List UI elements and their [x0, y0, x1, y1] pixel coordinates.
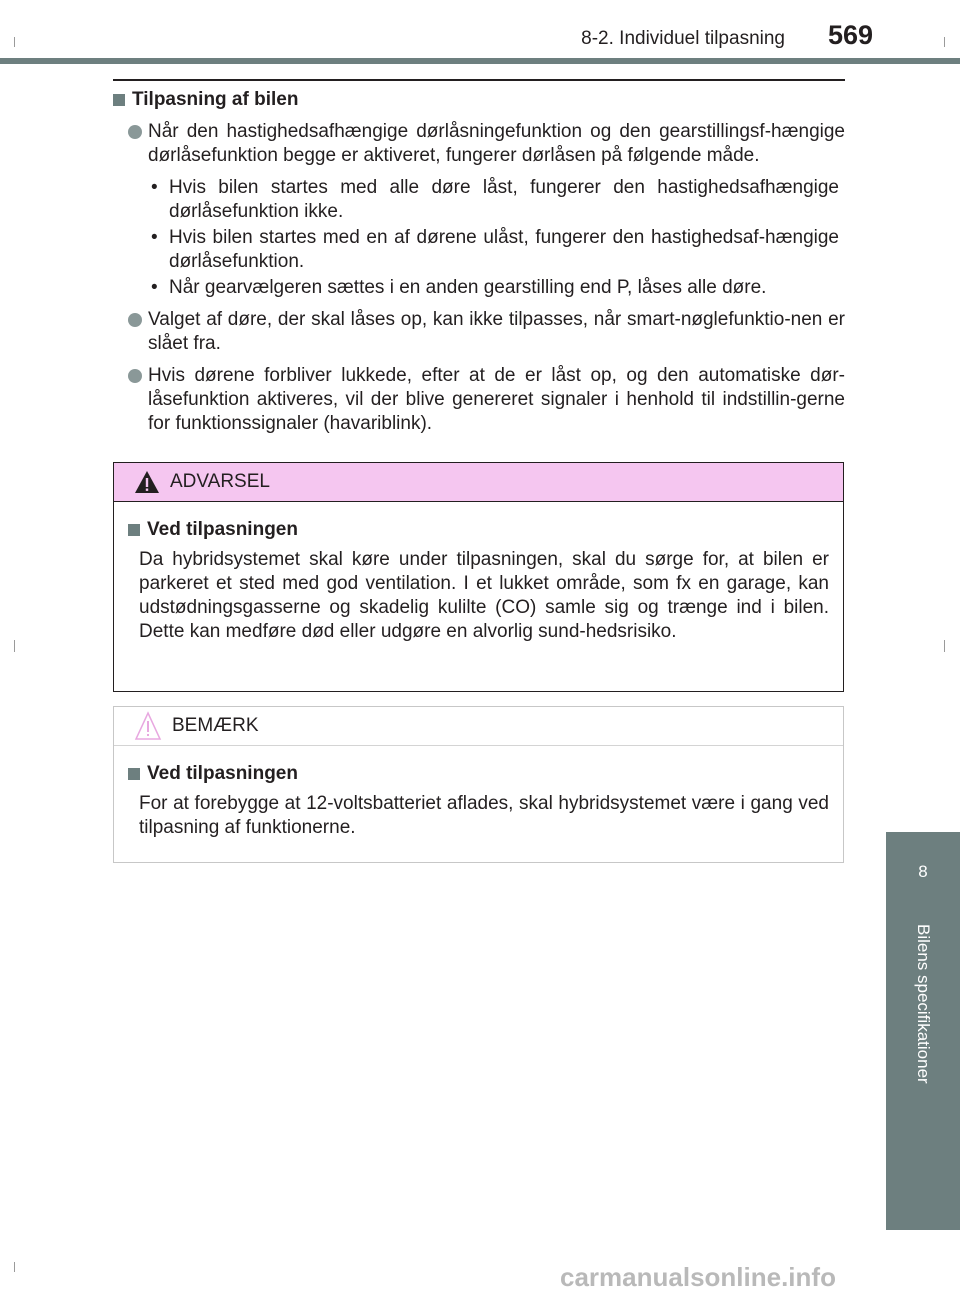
dot-bullet-icon: • [151, 177, 158, 198]
heading-text: Tilpasning af bilen [132, 89, 299, 110]
warning-triangle-icon [134, 470, 160, 494]
page-number: 569 [828, 20, 874, 50]
warning-body [114, 502, 843, 644]
subheading-text: Ved tilpasningen [147, 763, 298, 784]
section-title: 8-2. Individuel tilpasning [581, 28, 785, 49]
subheading-text: Ved tilpasningen [147, 519, 298, 540]
square-bullet-icon [128, 524, 140, 536]
bullet-text: Valget af døre, der skal låses op, kan ikke tilpasses, når smart-nøglefunktio-nen er slået fra. [148, 309, 845, 354]
caution-triangle-outline-icon [134, 711, 162, 741]
note-title: BEMÆRK [172, 715, 259, 736]
header-bar [0, 58, 960, 64]
note-subheading [128, 762, 829, 786]
bullet-text: Hvis dørene forbliver lukkede, efter at de er låst op, og den automatiske dør-låsefunktion aktiveres, vil der blive genereret signaler i henhold til indstillin-gerne for funktionssignaler (havariblink). [148, 365, 845, 434]
sub-list-item [113, 226, 839, 274]
crop-mark [14, 640, 15, 652]
list-item [113, 120, 845, 168]
crop-mark [944, 37, 945, 47]
dot-bullet-icon: • [151, 227, 158, 248]
warning-header [114, 463, 843, 502]
crop-mark [944, 640, 945, 652]
note-text: For at forebygge at 12-voltsbatteriet aflades, skal hybridsystemet være i gang ved tilpasning af funktionerne. [139, 793, 829, 838]
circle-bullet-icon [128, 313, 142, 327]
watermark: carmanualsonline.info [560, 1262, 836, 1292]
sub-list-item [113, 276, 859, 300]
warning-text: Da hybridsystemet skal køre under tilpasningen, skal du sørge for, at bilen er parkeret et sted med god ventilation. I et lukket område, som fx en garage, kan udstødningsgasserne og skadelig kulilte (CO) samle sig og trænge ind i bilen. Dette kan medføre død eller udgøre en alvorlig sund-hedsrisiko. [139, 549, 829, 642]
chapter-tab-number[interactable]: 8 [886, 832, 960, 912]
warning-subheading [128, 518, 829, 542]
square-bullet-icon [128, 768, 140, 780]
crop-mark [14, 37, 15, 47]
main-content [113, 88, 845, 444]
note-box [113, 706, 844, 863]
note-body [114, 746, 843, 840]
circle-bullet-icon [128, 369, 142, 383]
warning-title: ADVARSEL [170, 471, 270, 492]
sub-list [113, 176, 845, 300]
circle-bullet-icon [128, 125, 142, 139]
section-heading [113, 88, 845, 112]
sub-item-text: Hvis bilen startes med en af dørene ulåst, fungerer den hastighedsaf-hængige dørlåsefunktion. [169, 227, 839, 272]
chapter-title: Bilens specifikationer [914, 924, 933, 1084]
square-bullet-icon [113, 94, 125, 106]
content-rule [113, 79, 845, 81]
list-item [113, 308, 845, 356]
dot-bullet-icon: • [151, 277, 158, 298]
sub-item-text: Når gearvælgeren sættes i en anden gearstilling end P, låses alle døre. [169, 277, 767, 298]
bullet-text: Når den hastighedsafhængige dørlåsningefunktion og den gearstillingsf-hængige dørlåsefunktion begge er aktiveret, fungerer dørlåsen på følgende måde. [148, 121, 845, 166]
sub-list-item [113, 176, 839, 224]
list-item [113, 364, 845, 436]
crop-mark [14, 1262, 15, 1272]
sub-item-text: Hvis bilen startes med alle døre låst, fungerer den hastighedsafhængige dørlåsefunktion ikke. [169, 177, 839, 222]
note-header [114, 707, 843, 746]
warning-box [113, 462, 844, 692]
chapter-tab-label [886, 912, 960, 1230]
